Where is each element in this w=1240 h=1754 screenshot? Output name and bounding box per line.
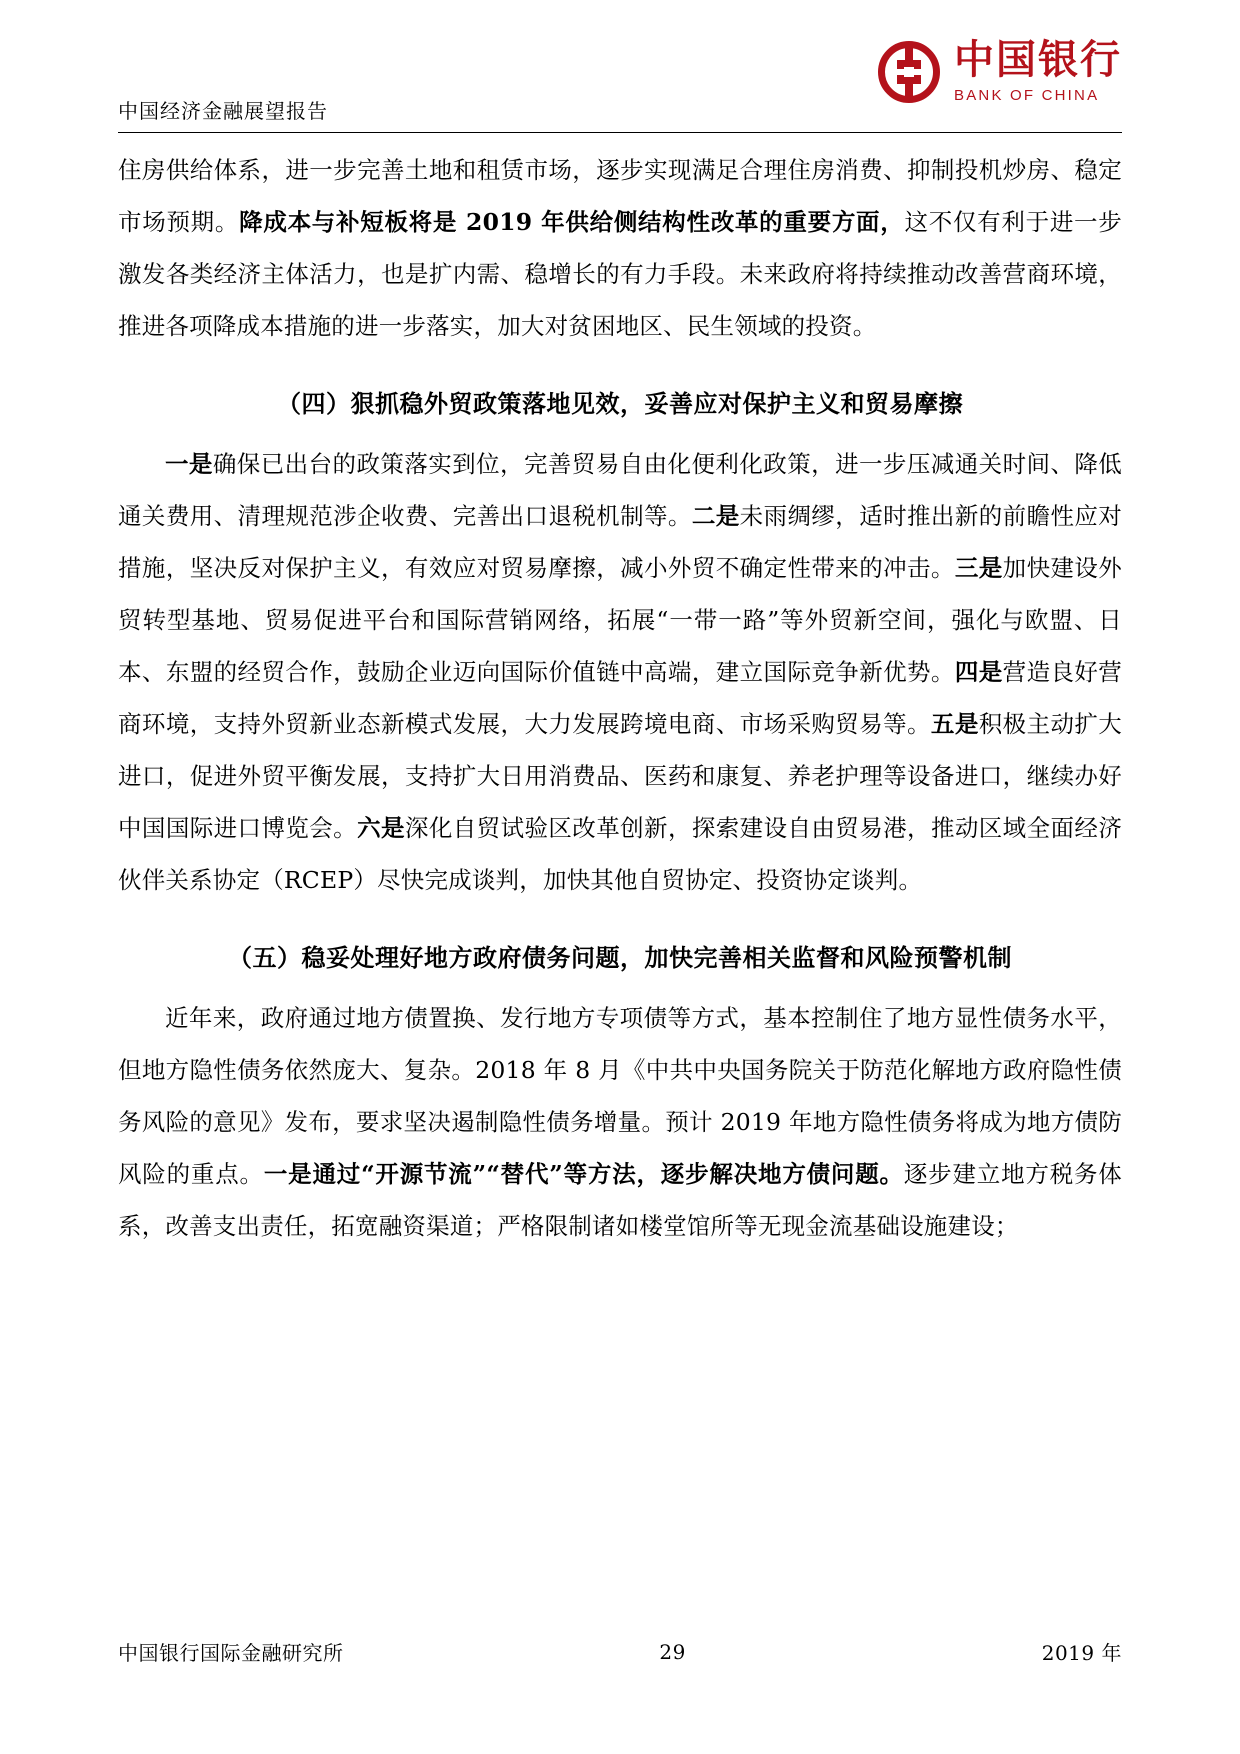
para2-text-six: 深化自贸试验区改革创新，探索建设自由贸易港，推动区域全面经济伙伴关系协定（RCEP）尽快完成谈判，加快其他自贸协定、投资协定谈判。: [118, 814, 1123, 894]
para2-label-four: 四是: [954, 658, 1003, 686]
para1-part-c: 这不仅有利于进一步激发各类经济主体活力，也是扩内需、稳增长的有力手段。未来政府将持续推动改善营商环境，推进各项降成本措施的进一步落实，加大对贫困地区、民生领域的投资。: [118, 208, 1122, 340]
logo-english-name: BANK OF CHINA: [954, 87, 1100, 104]
section-heading-four: （四）狠抓稳外贸政策落地见效，妥善应对保护主义和贸易摩擦: [277, 389, 963, 418]
para2-label-one: 一是: [165, 450, 213, 478]
para3-part-a: 近年来，政府通过地方债置换、发行地方专项债等方式，基本控制住了地方显性债务水平，但地方隐性债务依然庞大、复杂。2018 年 8 月《中共中央国务院关于防范化解地方政府隐性债务风险的意见》发布，要求坚决遏制隐性债务增量。预计 2019 年地方隐性债务将成为地方债防风险的重点。: [118, 1004, 1122, 1188]
page-header: [118, 36, 1122, 132]
logo-text-block: [954, 36, 1122, 104]
document-body: [118, 144, 1122, 1252]
footer-page-number: 29: [659, 1639, 686, 1664]
footer-year: 2019 年: [1041, 1641, 1122, 1665]
logo-chinese-name: 中国银行: [954, 36, 1122, 83]
footer-institute: 中国银行国际金融研究所: [118, 1641, 344, 1665]
report-title: 中国经济金融展望报告: [118, 99, 328, 123]
para2-label-two: 二是: [691, 502, 740, 530]
bank-of-china-logo: [878, 36, 1122, 104]
para2-text-two: 未雨绸缪，适时推出新的前瞻性应对措施，坚决反对保护主义，有效应对贸易摩擦，减小外贸不确定性带来的冲击。: [118, 502, 1122, 582]
para2-text-four: 营造良好营商环境，支持外贸新业态新模式发展，大力发展跨境电商、市场采购贸易等。: [118, 658, 1123, 738]
para2-label-six: 六是: [357, 814, 405, 842]
para2-label-five: 五是: [930, 710, 979, 738]
para3-part-c: 逐步建立地方税务体系，改善支出责任，拓宽融资渠道；严格限制诸如楼堂馆所等无现金流基础设施建设；: [118, 1160, 1123, 1240]
paragraph-local-debt: [118, 992, 1122, 1252]
para2-text-three: 加快建设外贸转型基地、贸易促进平台和国际营销网络，拓展“一带一路”等外贸新空间，强化与欧盟、日本、东盟的经贸合作，鼓励企业迈向国际价值链中高端，建立国际竞争新优势。: [118, 554, 1123, 686]
section-heading-five: （五）稳妥处理好地方政府债务问题，加快完善相关监督和风险预警机制: [228, 943, 1012, 972]
header-divider: [118, 132, 1122, 133]
para2-text-five: 积极主动扩大进口，促进外贸平衡发展，支持扩大日用消费品、医药和康复、养老护理等设备进口，继续办好中国国际进口博览会。: [118, 710, 1122, 842]
para3-part-b-bold: 一是通过“开源节流”“替代”等方法，逐步解决地方债问题。: [263, 1160, 904, 1188]
page-footer: [118, 1637, 1122, 1666]
paragraph-housing-supply: [118, 144, 1122, 352]
para2-label-three: 三是: [954, 554, 1003, 582]
paragraph-trade-policy: [118, 438, 1122, 906]
para2-text-one: 确保已出台的政策落实到位，完善贸易自由化便利化政策，进一步压减通关时间、降低通关费用、清理规范涉企收费、完善出口退税机制等。: [118, 450, 1122, 530]
boc-logo-icon: [878, 41, 940, 103]
para1-part-b-bold: 降成本与补短板将是 2019 年供给侧结构性改革的重要方面，: [239, 208, 905, 236]
para1-part-a: 住房供给体系，进一步完善土地和租赁市场，逐步实现满足合理住房消费、抑制投机炒房、稳定市场预期。: [118, 156, 1122, 236]
